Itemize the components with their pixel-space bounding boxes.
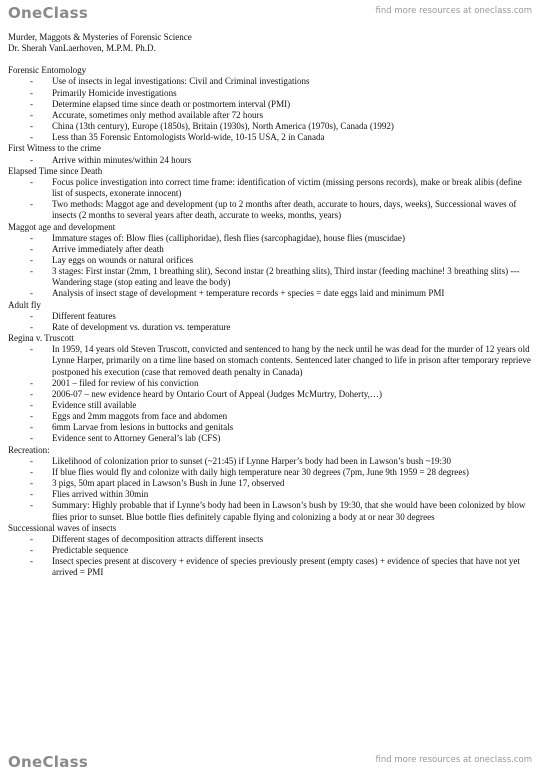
- bullet-text: Evidence still available: [52, 400, 137, 410]
- bullet-dash: -: [30, 411, 34, 422]
- bullet-text: In 1959, 14 years old Steven Truscott, convicted and sentenced to hang by the neck until he was dead for the murder of 12 years old Lynne Harper, primarily on a time line based on stomach contents. Sentenced later changed to life in prison after temporary reprieve postponed his execution (case that removed death penalty in Canada): [52, 344, 531, 377]
- bullet-text: Summary: Highly probable that if Lynne’s body had been in Lawson’s bush by 19:30, that she would have been colonized by blow flies prior to sunset. Blue bottle flies definitely capable flying and colonizing a body at or near 30 degrees: [52, 500, 526, 522]
- bullet-item: [8, 132, 534, 143]
- bullet-item: [8, 110, 534, 121]
- bullet-text: Insect species present at discovery + evidence of species previously present (empty cases) + evidence of species that have not yet arrived = PMI: [52, 556, 520, 578]
- bullet-dash: -: [30, 377, 34, 388]
- bullet-item: [8, 244, 534, 255]
- bullet-item: [8, 322, 534, 333]
- bullet-text: Immature stages of: Blow flies (calliphoridae), flesh flies (sarcophagidae), house flies (muscidae): [52, 232, 405, 243]
- section-heading: Regina v. Truscott: [8, 333, 75, 344]
- bullet-dash: -: [30, 98, 34, 109]
- bullet-text: Different stages of decomposition attracts different insects: [52, 533, 264, 544]
- bullet-item: [8, 255, 534, 266]
- bullet-item: [8, 500, 534, 522]
- bullet-item: [8, 411, 534, 422]
- bullet-dash: -: [30, 433, 34, 444]
- bullet-item: [8, 155, 534, 166]
- bullet-item: [8, 489, 534, 500]
- bullet-dash: -: [30, 243, 34, 254]
- bullet-text: Flies arrived within 30min: [52, 489, 149, 500]
- bullet-item: [8, 177, 534, 199]
- bullet-text: 3 pigs, 50m apart placed in Lawson’s Bush in June 17, observed: [52, 478, 285, 489]
- header-tagline[interactable]: find more resources at oneclass.com: [375, 6, 532, 16]
- section-heading: First Witness to the crime: [8, 143, 101, 154]
- bullet-dash: -: [30, 500, 34, 511]
- bullet-item: [8, 311, 534, 322]
- bullet-dash: -: [30, 288, 34, 299]
- bullet-item: [8, 199, 534, 221]
- bullet-item: [8, 534, 534, 545]
- bullet-item: [8, 433, 534, 444]
- bullet-text: Primarily Homicide investigations: [52, 87, 177, 98]
- bullet-dash: -: [30, 422, 34, 433]
- bullet-text: Use of insects in legal investigations: Civil and Criminal investigations: [52, 76, 310, 87]
- bullet-dash: -: [30, 121, 34, 132]
- bullet-dash: -: [30, 199, 34, 210]
- bullet-text: 2006-07 – new evidence heard by Ontario Court of Appeal (Judges McMurtry, Doherty,…): [52, 388, 382, 399]
- page-header: [0, 0, 544, 24]
- bullet-item: [8, 467, 534, 478]
- bullet-dash: -: [30, 478, 34, 489]
- bullet-dash: -: [30, 132, 34, 143]
- section-heading: Forensic Entomology: [8, 65, 87, 76]
- bullet-item: [8, 556, 534, 578]
- bullet-dash: -: [30, 388, 34, 399]
- bullet-dash: -: [30, 109, 34, 120]
- oneclass-logo-footer[interactable]: OneClass: [8, 753, 89, 771]
- bullet-text: Predictable sequence: [52, 545, 129, 556]
- bullet-dash: -: [30, 154, 34, 165]
- bullet-item: [8, 344, 534, 377]
- bullet-text: Different features: [52, 310, 116, 321]
- bullet-dash: -: [30, 176, 34, 187]
- bullet-text: 3 stages: First instar (2mm, 1 breathing slit), Second instar (2 breathing slits), Third instar (feeding machine! 3 breathing slits) ---Wandering stage (stop eating and leave the body): [52, 266, 520, 288]
- bullet-item: [8, 121, 534, 132]
- bullet-text: 6mm Larvae from lesions in buttocks and genitals: [52, 422, 234, 433]
- bullet-item: [8, 288, 534, 299]
- bullet-text: Evidence sent to Attorney General’s lab (CFS): [52, 433, 221, 444]
- bullet-item: [8, 400, 534, 411]
- bullet-dash: -: [30, 254, 34, 265]
- document-title: Murder, Maggots & Mysteries of Forensic Science: [8, 32, 192, 42]
- bullet-item: [8, 389, 534, 400]
- blank-line: [8, 54, 534, 65]
- bullet-item: [8, 378, 534, 389]
- bullet-dash: -: [30, 400, 34, 410]
- bullet-dash: -: [30, 344, 34, 355]
- bullet-dash: -: [30, 466, 34, 477]
- bullet-dash: -: [30, 76, 34, 87]
- document-body: [8, 32, 534, 579]
- section-heading: Recreation:: [8, 444, 50, 455]
- section-heading: Maggot age and development: [8, 221, 116, 232]
- bullet-item: [8, 76, 534, 87]
- bullet-text: Two methods: Maggot age and development (up to 2 months after death, accurate to hours, days, weeks), Successional waves of insects (2 months to several years after death, accurate to weeks, months, years): [52, 199, 517, 221]
- bullet-item: [8, 456, 534, 467]
- bullet-dash: -: [30, 545, 34, 556]
- bullet-text: Arrive immediately after death: [52, 243, 164, 254]
- footer-tagline[interactable]: find more resources at oneclass.com: [375, 755, 532, 765]
- bullet-dash: -: [30, 489, 34, 500]
- bullet-text: 2001 – filed for review of his conviction: [52, 377, 199, 388]
- bullet-text: Determine elapsed time since death or postmortem interval (PMI): [52, 98, 291, 109]
- bullet-text: Arrive within minutes/within 24 hours: [52, 154, 192, 165]
- bullet-dash: -: [30, 310, 34, 321]
- bullet-item: [8, 266, 534, 288]
- bullet-item: [8, 99, 534, 110]
- bullet-dash: -: [30, 266, 34, 277]
- bullet-dash: -: [30, 87, 34, 98]
- bullet-item: [8, 545, 534, 556]
- bullet-text: Eggs and 2mm maggots from face and abdomen: [52, 411, 228, 422]
- bullet-text: Accurate, sometimes only method available after 72 hours: [52, 109, 264, 120]
- page-footer: [0, 752, 544, 770]
- bullet-item: [8, 478, 534, 489]
- bullet-text: Focus police investigation into correct time frame: identification of victim (missing persons records), make or break alibis (define list of suspects, exonerate innocent): [52, 176, 522, 199]
- bullet-text: Rate of development vs. duration vs. temperature: [52, 321, 231, 332]
- bullet-text: China (13th century), Europe (1850s), Britain (1930s), North America (1970s), Canada (1992): [52, 121, 394, 132]
- bullet-item: [8, 88, 534, 99]
- bullet-item: [8, 422, 534, 433]
- bullet-dash: -: [30, 321, 34, 332]
- bullet-text: Analysis of insect stage of development + temperature records + species = date eggs laid and minimum PMI: [52, 288, 445, 299]
- bullet-text: Likelihood of colonization prior to sunset (~21:45) if Lynne Harper’s body had been in Lawson’s bush ~19:30: [52, 455, 452, 466]
- bullet-text: Lay eggs on wounds or natural orifices: [52, 254, 194, 265]
- bullet-text: If blue flies would fly and colonize with daily high temperature near 30 degrees (7pm, June 9th 1959 = 28 degrees): [52, 466, 469, 477]
- bullet-dash: -: [30, 455, 34, 466]
- section-heading: Elapsed Time since Death: [8, 165, 103, 176]
- bullet-dash: -: [30, 232, 34, 243]
- bullet-text: Less than 35 Forensic Entomologists World-wide, 10-15 USA, 2 in Canada: [52, 132, 325, 143]
- section-heading: Successional waves of insects: [8, 522, 117, 533]
- notes-sections: [8, 65, 534, 578]
- bullet-item: [8, 233, 534, 244]
- bullet-dash: -: [30, 533, 34, 544]
- oneclass-logo[interactable]: OneClass: [8, 4, 89, 22]
- bullet-dash: -: [30, 556, 34, 567]
- section-heading: Adult fly: [8, 299, 41, 310]
- document-author: Dr. Sherah VanLaerhoven, M.P.M. Ph.D.: [8, 43, 156, 54]
